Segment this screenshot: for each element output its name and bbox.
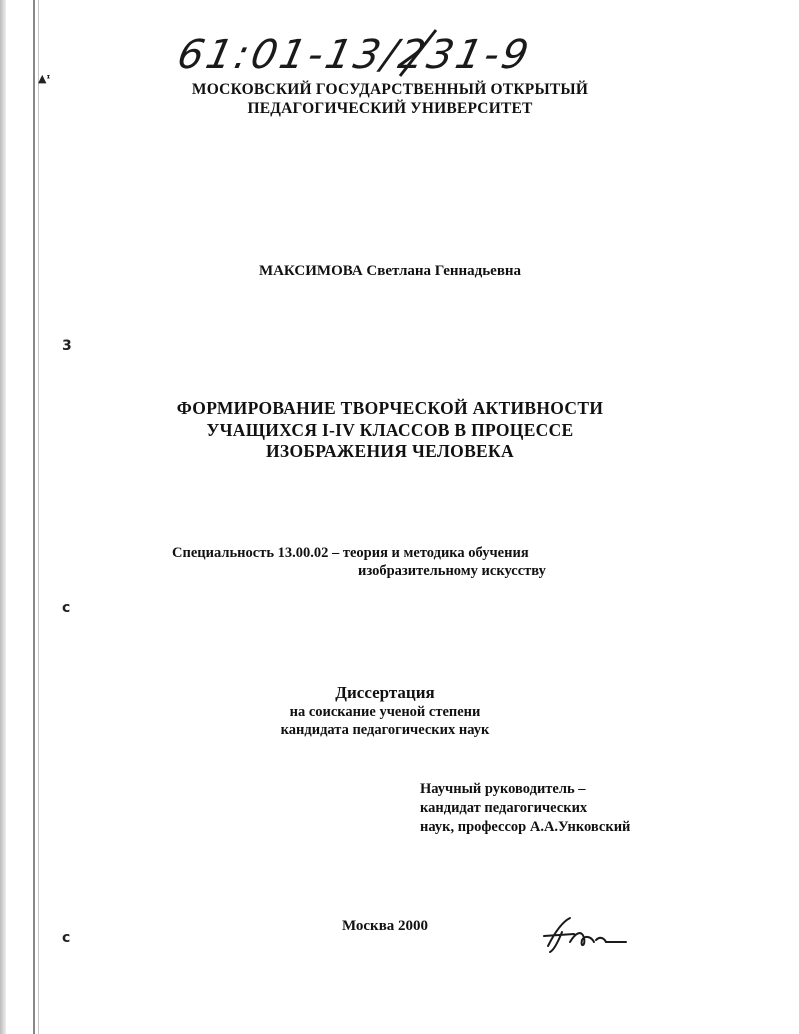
margin-mark: 3 [62,338,72,354]
university-line-1: МОСКОВСКИЙ ГОСУДАРСТВЕННЫЙ ОТКРЫТЫЙ [191,81,589,98]
binding-line [33,0,35,1034]
margin-mark: c [62,930,71,946]
city-year: Москва 2000 [341,918,429,934]
archive-number-drawing [168,28,588,84]
title-line-1: ФОРМИРОВАНИЕ ТВОРЧЕСКОЙ АКТИВНОСТИ [176,398,604,418]
signature [540,912,630,956]
supervisor-info [420,780,630,837]
dissertation-title [110,398,670,463]
title-line-2: УЧАЩИХСЯ I-IV КЛАССОВ В ПРОЦЕССЕ [206,419,574,440]
university-name [130,80,650,118]
scan-edge-shadow [0,0,6,1034]
degree-line-2: кандидата педагогических наук [280,722,490,738]
archive-number-text: 61:01-13/231-9 [173,30,536,78]
binding-line-secondary [38,0,39,1034]
degree-description [230,703,540,739]
supervisor-line-3: наук, профессор А.А.Унковский [420,819,631,835]
margin-mark: c [62,600,71,616]
degree-line-1: на соискание ученой степени [289,704,481,720]
supervisor-line-2: кандидат педагогических [420,800,588,816]
margin-mark: ▲ᶦ [38,72,51,85]
dissertation-heading: Диссертация [335,683,435,702]
author-name: МАКСИМОВА Светлана Геннадьевна [258,263,522,279]
supervisor-line-1: Научный руководитель – [420,781,586,797]
specialty-line-1: Специальность 13.00.02 – теория и методика обучения [172,545,529,561]
university-line-2: ПЕДАГОГИЧЕСКИЙ УНИВЕРСИТЕТ [247,100,533,117]
specialty-line-2: изобразительному искусству [358,563,546,579]
handwritten-archive-number [168,28,588,84]
title-line-3: ИЗОБРАЖЕНИЯ ЧЕЛОВЕКА [266,441,514,461]
